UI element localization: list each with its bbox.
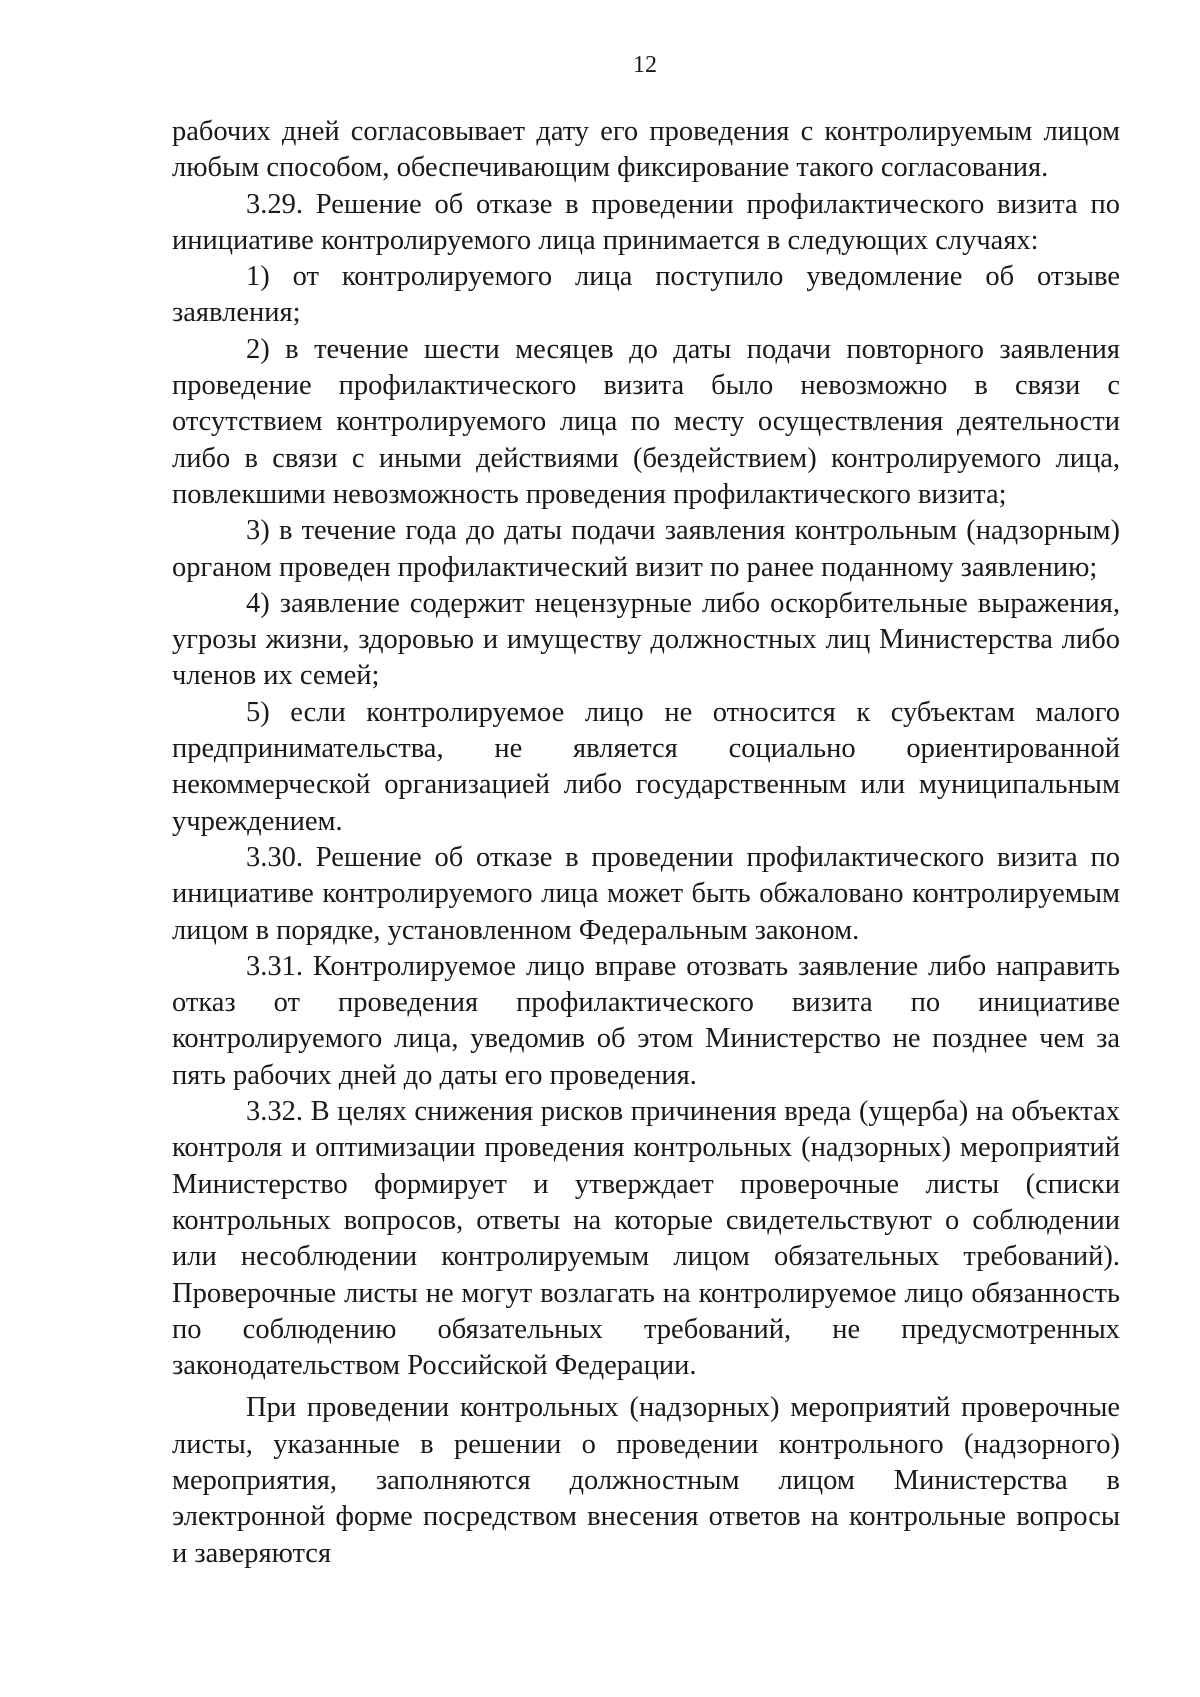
paragraph-continuation: рабочих дней согласовывает дату его проведения с контролируемым лицом любым способом, обеспечивающим фиксирование такого согласования. [172, 116, 1120, 184]
list-item-4: 4) заявление содержит нецензурные либо оскорбительные выражения, угрозы жизни, здоровью и имуществу должностных лиц Министерства либо членов их семей; [172, 587, 1120, 692]
paragraph-3-32: 3.32. В целях снижения рисков причинения вреда (ущерба) на объектах контроля и оптимизации проведения контрольных (надзорных) мероприятий Министерство формирует и утверждает проверочные листы (списки контрольных вопросов, ответы на которые свидетельствуют о соблюдении или несоблюдении контролируемым лицом обязательных требований). Проверочные листы не могут возлагать на контролируемое лицо обязанность по соблюдению обязательных требований, не предусмотренных законодательством Российской Федерации. [172, 1096, 1120, 1382]
paragraph-3-30: 3.30. Решение об отказе в проведении профилактического визита по инициативе контролируемого лица может быть обжаловано контролируемым лицом в порядке, установленном Федеральным законом. [172, 841, 1120, 946]
list-item-3: 3) в течение года до даты подачи заявления контрольным (надзорным) органом проведен профилактический визит по ранее поданному заявлению; [172, 515, 1120, 583]
page-number: 12 [633, 52, 657, 78]
list-item-5: 5) если контролируемое лицо не относится к субъектам малого предпринимательства, не является социально ориентированной некоммерческой организацией либо государственным или муниципальным учреждением. [172, 696, 1120, 837]
paragraph-3-31: 3.31. Контролируемое лицо вправе отозвать заявление либо направить отказ от проведения профилактического визита по инициативе контролируемого лица, уведомив об этом Министерство не позднее чем за пять рабочих дней до даты его проведения. [172, 950, 1120, 1091]
list-item-2: 2) в течение шести месяцев до даты подачи повторного заявления проведение профилактического визита было невозможно в связи с отсутствием контролируемого лица по месту осуществления деятельности либо в связи с иными действиями (бездействием) контролируемого лица, повлекшими невозможность проведения профилактического визита; [172, 333, 1120, 510]
paragraph-checklists: При проведении контрольных (надзорных) мероприятий проверочные листы, указанные в решении о проведении контрольного (надзорного) мероприятия, заполняются должностным лицом Министерства в электронной форме посредством внесения ответов на контрольные вопросы и заверяются [172, 1392, 1120, 1569]
list-item-1: 1) от контролируемого лица поступило уведомление об отзыве заявления; [172, 261, 1120, 329]
document-body [172, 114, 1120, 1572]
paragraph-3-29: 3.29. Решение об отказе в проведении профилактического визита по инициативе контролируемого лица принимается в следующих случаях: [172, 188, 1120, 256]
